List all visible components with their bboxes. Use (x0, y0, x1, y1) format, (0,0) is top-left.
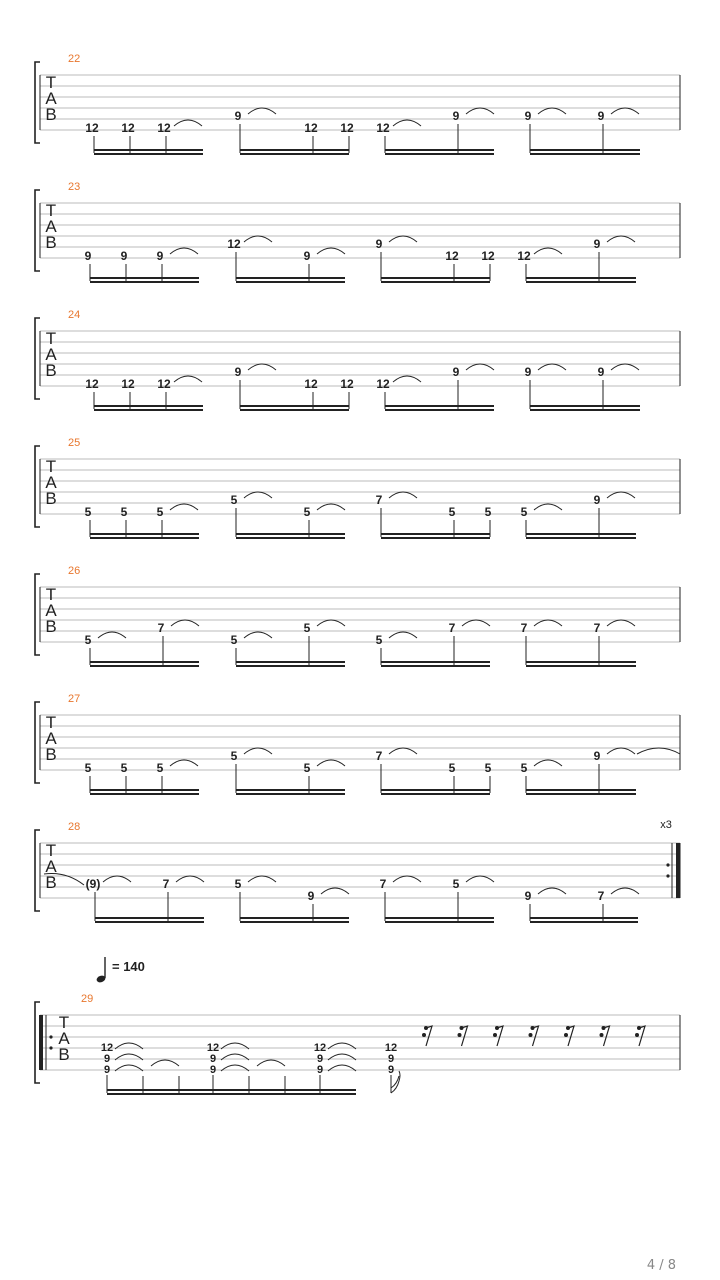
beam (90, 793, 199, 795)
tab-system-22 (35, 53, 680, 155)
tie-arc (607, 236, 635, 242)
tie-arc (170, 760, 198, 766)
fret-number: 5 (156, 761, 164, 775)
fret-number: (9) (85, 877, 101, 891)
fret-number: 7 (157, 621, 165, 635)
fret-number: 5 (303, 761, 311, 775)
sixteenth-rest-icon (564, 1026, 574, 1046)
beam (526, 665, 636, 667)
page-number: 4 / 8 (646, 1258, 676, 1273)
fret-number: 9 (524, 109, 532, 123)
tab-system-25 (35, 437, 680, 539)
fret-number: 5 (156, 505, 164, 519)
fret-number: 9 (597, 109, 605, 123)
tab-clef-letter: B (45, 233, 57, 252)
tie-arc (244, 632, 272, 638)
tab-clef-letter: B (45, 361, 57, 380)
beam (90, 661, 199, 663)
measure-number: 22 (68, 53, 81, 65)
fret-number: 7 (375, 749, 383, 763)
beam (530, 409, 640, 411)
tie-arc (462, 620, 490, 626)
fret-number: 5 (303, 621, 311, 635)
fret-number: 9 (209, 1053, 217, 1065)
tie-arc (244, 492, 272, 498)
tab-system-26 (35, 565, 680, 667)
beam (530, 149, 640, 151)
beam (530, 405, 640, 407)
tab-clef-letter: T (45, 713, 57, 732)
fret-number: 12 (517, 249, 531, 263)
tie-arc (244, 748, 272, 754)
tie-arc (466, 876, 494, 882)
fret-number: 9 (84, 249, 92, 263)
tie-arc (98, 632, 126, 638)
system-bracket (35, 446, 40, 527)
tie-arc (170, 504, 198, 510)
fret-number: 9 (316, 1064, 324, 1076)
tab-system-23 (35, 181, 680, 283)
fret-number: 12 (481, 249, 495, 263)
fret-number: 5 (484, 761, 492, 775)
sixteenth-rest-icon (635, 1026, 645, 1046)
beam (90, 537, 199, 539)
tie-arc (151, 1060, 179, 1066)
beam (526, 661, 636, 663)
tie-arc (389, 236, 417, 242)
tie-arc (534, 760, 562, 766)
beam (381, 533, 490, 535)
fret-number: 12 (376, 121, 390, 135)
fret-number: 7 (593, 621, 601, 635)
fret-number: 12 (85, 121, 99, 135)
rest-dot (458, 1033, 462, 1037)
fret-number: 5 (520, 505, 528, 519)
tab-clef-letter: T (45, 201, 57, 220)
measure-number: 28 (68, 821, 81, 833)
beam (107, 1089, 214, 1091)
beam (94, 153, 203, 155)
fret-number: 5 (234, 877, 242, 891)
fret-number: 5 (303, 505, 311, 519)
rest-dot (529, 1033, 533, 1037)
tab-system-29 (35, 993, 680, 1095)
rest-dot (600, 1033, 604, 1037)
beam (530, 153, 640, 155)
repeat-end-thick (676, 843, 680, 898)
tie-arc (317, 504, 345, 510)
fret-number: 9 (307, 889, 315, 903)
tie-arc (257, 1060, 285, 1066)
tie-arc (538, 364, 566, 370)
beam (236, 537, 345, 539)
beam (381, 277, 490, 279)
system-bracket (35, 830, 40, 911)
fret-number: 5 (452, 877, 460, 891)
tie-arc (466, 108, 494, 114)
system-bracket (35, 702, 40, 783)
tie-arc (174, 376, 202, 382)
beam (526, 793, 636, 795)
sixteenth-rest-icon (493, 1026, 503, 1046)
beam (236, 793, 345, 795)
fret-number: 5 (484, 505, 492, 519)
sixteenth-rest-icon (529, 1026, 539, 1046)
tie-arc (607, 748, 635, 754)
fret-number: 9 (375, 237, 383, 251)
fret-number: 5 (520, 761, 528, 775)
fret-number: 5 (448, 761, 456, 775)
beam (236, 281, 345, 283)
tie-arc (317, 248, 345, 254)
repeat-dot (666, 874, 669, 877)
beam (107, 1093, 214, 1095)
fret-number: 9 (156, 249, 164, 263)
tie-arc (103, 876, 131, 882)
fret-number: 9 (593, 237, 601, 251)
fret-number: 5 (375, 633, 383, 647)
sixteenth-rest-icon (600, 1026, 610, 1046)
note-flag (391, 1076, 399, 1088)
tie-arc (176, 876, 204, 882)
beam (526, 537, 636, 539)
tie-arc (321, 888, 349, 894)
tie-arc (393, 376, 421, 382)
tab-clef-letter: T (58, 1013, 70, 1032)
system-bracket (35, 318, 40, 399)
beam (90, 789, 199, 791)
fret-number: 5 (84, 505, 92, 519)
beam (236, 665, 345, 667)
rest-dot (635, 1033, 639, 1037)
fret-number: 9 (597, 365, 605, 379)
tie-arc (317, 760, 345, 766)
fret-number: 5 (120, 761, 128, 775)
fret-number: 5 (448, 505, 456, 519)
repeat-dot (49, 1035, 52, 1038)
tie-arc (389, 492, 417, 498)
beam (95, 921, 204, 923)
tab-system-27 (35, 693, 680, 795)
tie-arc (389, 632, 417, 638)
tie-arc (534, 504, 562, 510)
beam (530, 921, 638, 923)
tempo-label: = 140 (112, 959, 145, 974)
fret-number: 9 (593, 493, 601, 507)
fret-number: 9 (524, 889, 532, 903)
fret-number: 5 (230, 749, 238, 763)
beam (240, 917, 349, 919)
tab-clef-letter: A (45, 89, 57, 108)
fret-number: 12 (304, 377, 318, 391)
quarter-note-icon (96, 955, 110, 985)
tab-clef-letter: T (45, 329, 57, 348)
measure-number: 26 (68, 565, 81, 577)
beam (240, 409, 349, 411)
fret-number: 9 (234, 365, 242, 379)
measure-number: 23 (68, 181, 81, 193)
tie-arc (607, 620, 635, 626)
tab-clef-letter: T (45, 841, 57, 860)
beam (385, 921, 494, 923)
tab-clef-letter: B (45, 745, 57, 764)
beam (90, 665, 199, 667)
tab-clef-letter: A (45, 857, 57, 876)
fret-number: 9 (103, 1053, 111, 1065)
beam (381, 665, 490, 667)
beam (240, 153, 349, 155)
fret-number: 9 (120, 249, 128, 263)
beam (385, 153, 494, 155)
fret-number: 9 (524, 365, 532, 379)
tab-system-28 (35, 819, 680, 923)
fret-number: 12 (340, 121, 354, 135)
tie-arc (170, 248, 198, 254)
fret-number: 5 (84, 761, 92, 775)
fret-number: 7 (375, 493, 383, 507)
beam (381, 281, 490, 283)
beam (213, 1093, 356, 1095)
beam (90, 277, 199, 279)
fret-number: 5 (84, 633, 92, 647)
beam (526, 789, 636, 791)
beam (90, 281, 199, 283)
beam (385, 917, 494, 919)
beam (385, 409, 494, 411)
beam (385, 405, 494, 407)
beam (236, 277, 345, 279)
fret-number: 5 (120, 505, 128, 519)
system-bracket (35, 574, 40, 655)
tie-arc (248, 108, 276, 114)
beam (90, 533, 199, 535)
tie-arc (248, 876, 276, 882)
tie-arc (611, 888, 639, 894)
tie-arc (244, 236, 272, 242)
sixteenth-rest-icon (458, 1026, 468, 1046)
tab-clef-letter: B (45, 489, 57, 508)
tie-arc (637, 748, 680, 754)
beam (385, 149, 494, 151)
system-bracket (35, 62, 40, 143)
fret-number: 12 (121, 377, 135, 391)
repeat-dot (666, 863, 669, 866)
system-bracket (35, 190, 40, 271)
beam (381, 793, 490, 795)
fret-number: 12 (376, 377, 390, 391)
fret-number: 9 (387, 1064, 395, 1076)
beam (240, 149, 349, 151)
fret-number: 12 (227, 237, 241, 251)
fret-number: 7 (597, 889, 605, 903)
tie-arc (534, 248, 562, 254)
tab-clef-letter: T (45, 457, 57, 476)
fret-number: 12 (384, 1042, 398, 1054)
fret-number: 12 (313, 1042, 327, 1054)
fret-number: 9 (387, 1053, 395, 1065)
fret-number: 9 (452, 109, 460, 123)
tab-clef-letter: A (45, 729, 57, 748)
tab-clef-letter: B (45, 617, 57, 636)
tab-clef-letter: A (45, 601, 57, 620)
beam (94, 409, 203, 411)
fret-number: 12 (206, 1042, 220, 1054)
fret-number: 9 (452, 365, 460, 379)
tie-arc (389, 748, 417, 754)
fret-number: 12 (100, 1042, 114, 1054)
tab-clef-letter: A (58, 1029, 70, 1048)
beam (526, 277, 636, 279)
tie-arc (466, 364, 494, 370)
measure-number: 27 (68, 693, 81, 705)
tab-clef-letter: T (45, 585, 57, 604)
tab-clef-letter: B (58, 1045, 70, 1064)
rest-dot (564, 1033, 568, 1037)
fret-number: 9 (103, 1064, 111, 1076)
tie-arc (317, 620, 345, 626)
fret-number: 7 (379, 877, 387, 891)
fret-number: 5 (230, 633, 238, 647)
tab-clef-letter: A (45, 345, 57, 364)
beam (236, 533, 345, 535)
tab-clef-letter: B (45, 873, 57, 892)
beam (240, 405, 349, 407)
beam (530, 917, 638, 919)
tie-arc (248, 364, 276, 370)
tie-arc (393, 120, 421, 126)
beam (381, 537, 490, 539)
beam (381, 661, 490, 663)
fret-number: 9 (593, 749, 601, 763)
repeat-start-thick (39, 1015, 43, 1070)
fret-number: 12 (157, 121, 171, 135)
tie-arc (607, 492, 635, 498)
fret-number: 9 (303, 249, 311, 263)
beam (240, 921, 349, 923)
tie-arc (538, 888, 566, 894)
measure-number: 29 (81, 993, 94, 1005)
beam (95, 917, 204, 919)
rest-dot (422, 1033, 426, 1037)
measure-number: 24 (68, 309, 81, 321)
beam (526, 533, 636, 535)
fret-number: 12 (85, 377, 99, 391)
fret-number: 7 (448, 621, 456, 635)
tab-clef-letter: B (45, 105, 57, 124)
beam (236, 661, 345, 663)
fret-number: 12 (157, 377, 171, 391)
tab-clef-letter: A (45, 473, 57, 492)
tie-arc (611, 108, 639, 114)
tie-arc (534, 620, 562, 626)
fret-number: 5 (230, 493, 238, 507)
repeat-count: x3 (660, 819, 672, 831)
tab-system-24 (35, 309, 680, 411)
sixteenth-rest-icon (422, 1026, 432, 1046)
repeat-dot (49, 1046, 52, 1049)
fret-number: 12 (304, 121, 318, 135)
fret-number: 9 (234, 109, 242, 123)
beam (94, 405, 203, 407)
fret-number: 7 (162, 877, 170, 891)
tie-arc (174, 120, 202, 126)
beam (526, 281, 636, 283)
fret-number: 7 (520, 621, 528, 635)
beam (213, 1089, 356, 1091)
tie-arc (171, 620, 199, 626)
rest-dot (493, 1033, 497, 1037)
fret-number: 9 (316, 1053, 324, 1065)
tie-arc (538, 108, 566, 114)
fret-number: 9 (209, 1064, 217, 1076)
fret-number: 12 (445, 249, 459, 263)
beam (94, 149, 203, 151)
tie-arc (393, 876, 421, 882)
tie-arc (611, 364, 639, 370)
beam (381, 789, 490, 791)
fret-number: 12 (121, 121, 135, 135)
fret-number: 12 (340, 377, 354, 391)
beam (236, 789, 345, 791)
tab-clef-letter: T (45, 73, 57, 92)
tab-clef-letter: A (45, 217, 57, 236)
measure-number: 25 (68, 437, 81, 449)
